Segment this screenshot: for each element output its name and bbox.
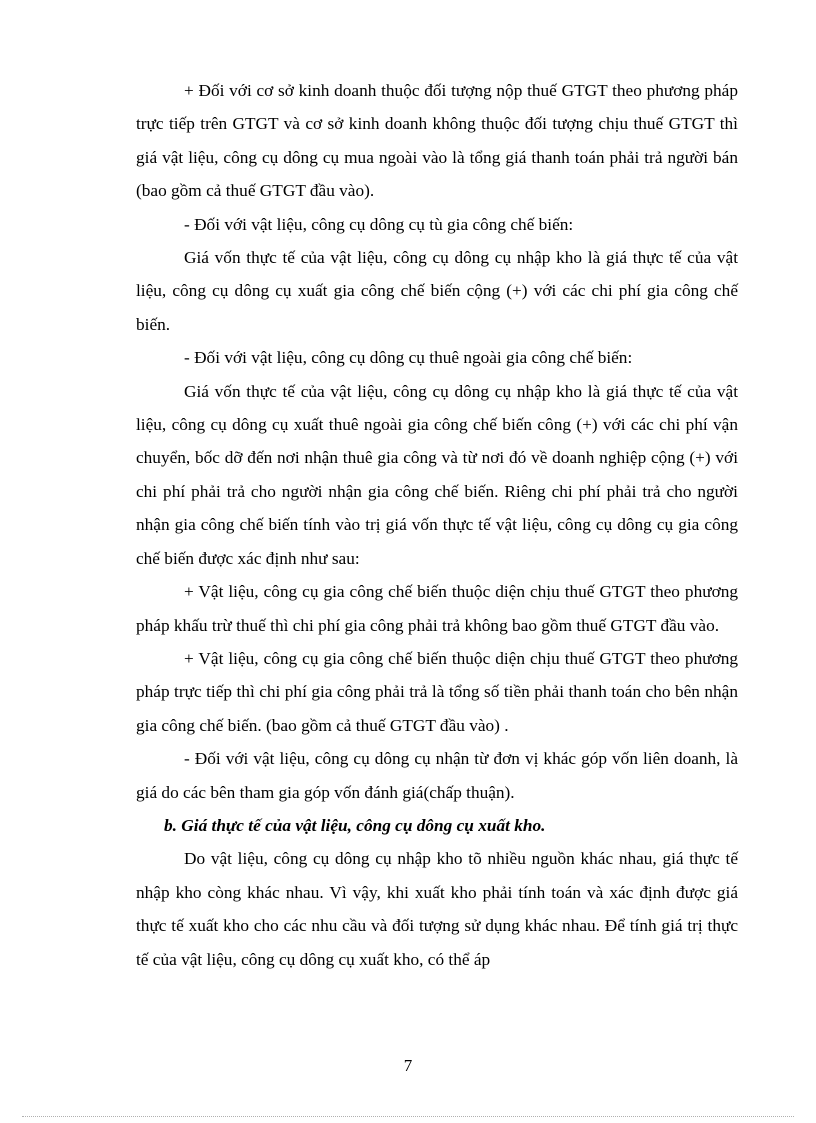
paragraph-capital-contribution: - Đối với vật liệu, công cụ dông cụ nhận từ đơn vị khác góp vốn liên doanh, là giá do các bên tham gia góp vốn đánh giá(chấp thuận). <box>136 749 738 802</box>
paragraph-outsourced-cost: Giá vốn thực tế của vật liệu, công cụ dông cụ nhập kho là giá thực tế của vật liệu, công cụ dông cụ xuất thuê ngoài gia công chế biến công (+) với các chi phí vận chuyển, bốc dỡ đến nơi nhận thuê gia công và từ nơi đó về doanh nghiệp cộng (+) với chi phí phải trả cho người nhận gia công chế biến. Riêng chi phí phải trả cho người nhận gia công chế biến tính vào trị giá vốn thực tế vật liệu, công cụ dông cụ gia công chế biến được xác định như sau: <box>136 381 738 568</box>
page-number: 7 <box>403 1056 413 1075</box>
paragraph-self-processed-heading: - Đối với vật liệu, công cụ dông cụ tù gia công chế biến: <box>184 214 574 234</box>
document-body <box>136 74 738 976</box>
section-heading-b: b. Giá thực tế của vật liệu, công cụ dông cụ xuất kho. <box>164 815 546 835</box>
footer-divider <box>22 1116 794 1117</box>
paragraph-deduction-method: + Vật liệu, công cụ gia công chế biến thuộc diện chịu thuế GTGT theo phương pháp khấu trừ thuế thì chi phí gia công phải trả không bao gồm thuế GTGT đầu vào. <box>136 582 738 635</box>
paragraph-direct-method-price: + Đối với cơ sở kinh doanh thuộc đối tượng nộp thuế GTGT theo phương pháp trực tiếp trên GTGT và cơ sở kinh doanh không thuộc đối tượng chịu thuế GTGT thì giá vật liệu, công cụ dông cụ mua ngoài vào là tổng giá thanh toán phải trả người bán (bao gồm cả thuế GTGT đầu vào). <box>136 81 738 201</box>
paragraph-direct-method: + Vật liệu, công cụ gia công chế biến thuộc diện chịu thuế GTGT theo phương pháp trực tiếp thì chi phí gia công phải trả là tổng số tiền phải thanh toán cho bên nhận gia công chế biến. (bao gồm cả thuế GTGT đầu vào) . <box>136 648 738 735</box>
paragraph-export-price: Do vật liệu, công cụ dông cụ nhập kho tõ nhiều nguồn khác nhau, giá thực tế nhập kho còng khác nhau. Vì vậy, khi xuất kho phải tính toán và xác định được giá thực tế xuất kho cho các nhu cầu và đối tượng sử dụng khác nhau. Để tính giá trị thực tế của vật liệu, công cụ dông cụ xuất kho, có thể áp <box>136 849 738 969</box>
paragraph-outsourced-heading: - Đối với vật liệu, công cụ dông cụ thuê ngoài gia công chế biến: <box>184 348 633 368</box>
paragraph-self-processed-cost: Giá vốn thực tế của vật liệu, công cụ dông cụ nhập kho là giá thực tế của vật liệu, công cụ dông cụ xuất gia công chế biến cộng (+) với các chi phí gia công chế biến. <box>136 248 738 334</box>
